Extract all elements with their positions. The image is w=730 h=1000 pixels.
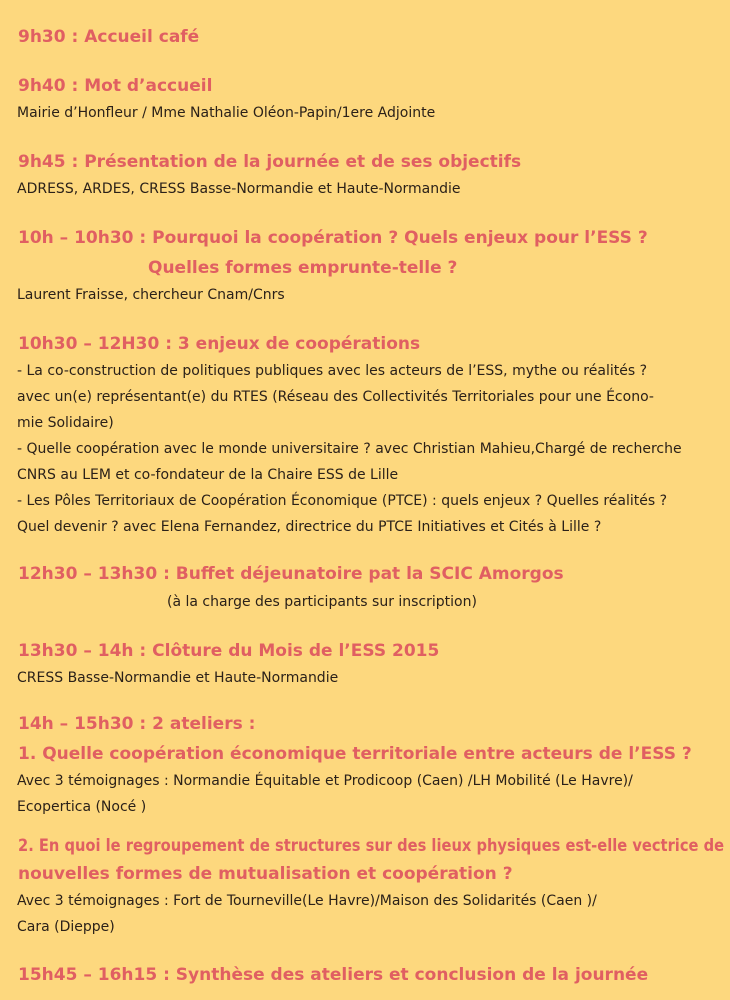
buffet-note: (à la charge des participants sur inscription) [167, 594, 477, 610]
pourquoi-heading: 10h – 10h30 : Pourquoi la coopération ? Quels enjeux pour l’ESS ? [18, 228, 648, 248]
atelier-2-line: Cara (Dieppe) [17, 919, 115, 935]
cloture-heading: 13h30 – 14h : Clôture du Mois de l’ESS 2015 [18, 641, 440, 661]
synthese-heading: 15h45 – 16h15 : Synthèse des ateliers et conclusion de la journée [18, 965, 649, 985]
presentation-heading: 9h45 : Présentation de la journée et de ses objectifs [18, 152, 522, 172]
accueil-heading: 9h30 : Accueil café [18, 27, 200, 47]
enjeux-line: Quel devenir ? avec Elena Fernandez, directrice du PTCE Initiatives et Cités à Lille ? [17, 519, 602, 535]
atelier-2-title-2: nouvelles formes de mutualisation et coopération ? [18, 864, 513, 884]
mot-heading: 9h40 : Mot d’accueil [18, 76, 213, 96]
atelier-1-title: 1. Quelle coopération économique territoriale entre acteurs de l’ESS ? [18, 744, 692, 764]
ateliers-heading: 14h – 15h30 : 2 ateliers : [18, 714, 256, 734]
pourquoi-speaker: Laurent Fraisse, chercheur Cnam/Cnrs [17, 287, 285, 303]
enjeux-line: avec un(e) représentant(e) du RTES (Réseau des Collectivités Territoriales pour une Écono- [17, 389, 654, 405]
enjeux-line: - Quelle coopération avec le monde universitaire ? avec Christian Mahieu,Chargé de recherche [17, 441, 682, 457]
enjeux-line: - La co-construction de politiques publiques avec les acteurs de l’ESS, mythe ou réalités ? [17, 363, 648, 379]
atelier-2-title: 2. En quoi le regroupement de structures sur des lieux physiques est-elle vectrice de [18, 836, 725, 856]
atelier-1-line: Avec 3 témoignages : Normandie Équitable et Prodicoop (Caen) /LH Mobilité (Le Havre)/ [17, 773, 633, 789]
enjeux-heading: 10h30 – 12H30 : 3 enjeux de coopérations [18, 334, 421, 354]
presentation-orgs: ADRESS, ARDES, CRESS Basse-Normandie et Haute-Normandie [17, 181, 461, 197]
enjeux-line: mie Solidaire) [17, 415, 114, 431]
buffet-heading: 12h30 – 13h30 : Buffet déjeunatoire pat la SCIC Amorgos [18, 564, 564, 584]
enjeux-line: CNRS au LEM et co-fondateur de la Chaire ESS de Lille [17, 467, 399, 483]
pourquoi-heading-2: Quelles formes emprunte-telle ? [148, 258, 458, 278]
cloture-orgs: CRESS Basse-Normandie et Haute-Normandie [17, 670, 339, 686]
enjeux-line: - Les Pôles Territoriaux de Coopération Économique (PTCE) : quels enjeux ? Quelles réalités ? [17, 493, 668, 509]
atelier-1-line: Ecopertica (Nocé ) [17, 799, 147, 815]
mot-speaker: Mairie d’Honfleur / Mme Nathalie Oléon-Papin/1ere Adjointe [17, 105, 436, 121]
atelier-2-line: Avec 3 témoignages : Fort de Tourneville(Le Havre)/Maison des Solidarités (Caen )/ [17, 893, 597, 909]
